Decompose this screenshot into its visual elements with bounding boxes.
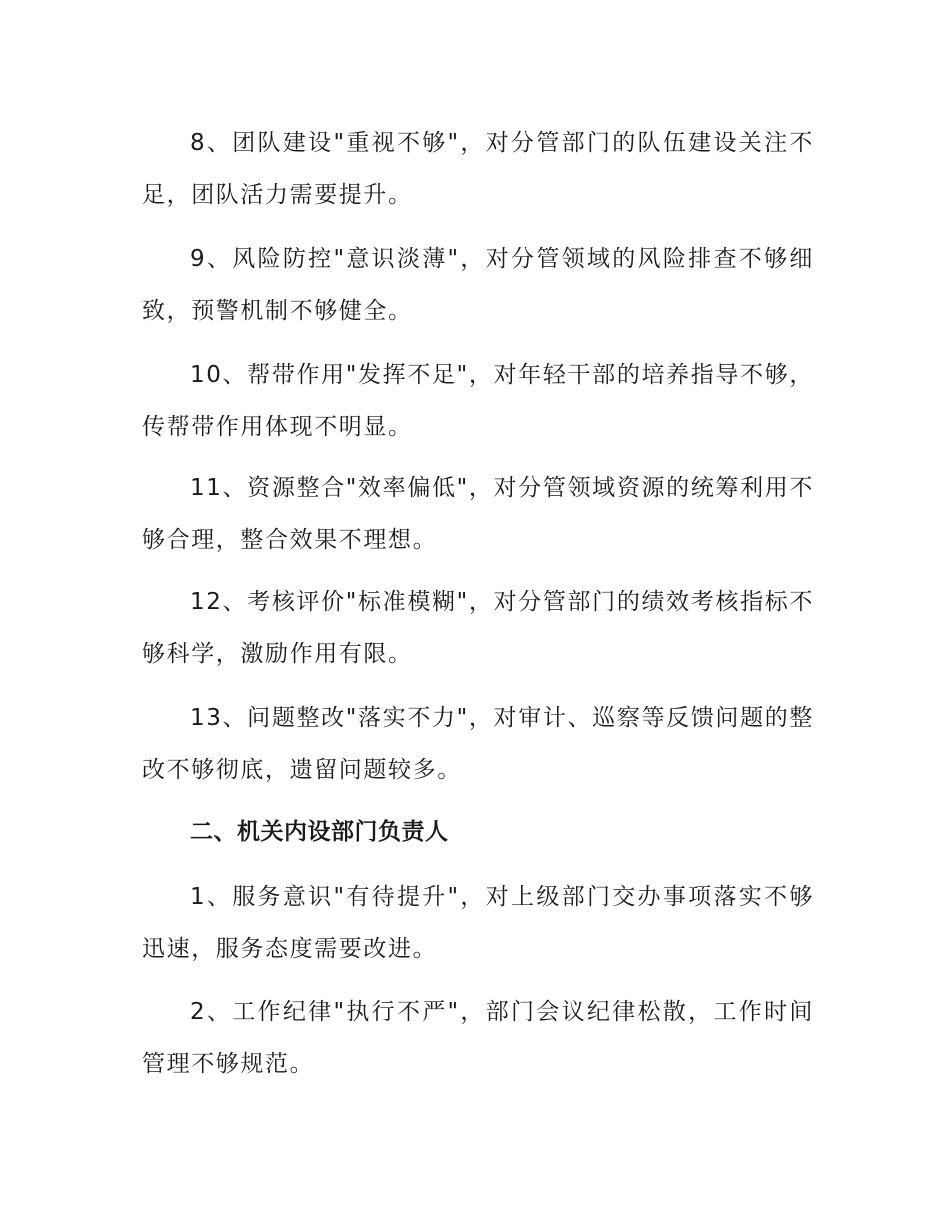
section-heading: 二、机关内设部门负责人 xyxy=(190,819,449,845)
paragraph-item-10: 10、帮带作用"发挥不足"，对年轻干部的培养指导不够，传帮带作用体现不明显。 xyxy=(142,362,814,440)
paragraph-item-1: 1、服务意识"有待提升"，对上级部门交办事项落实不够迅速，服务态度需要改进。 xyxy=(142,884,814,962)
paragraph-item-13: 13、问题整改"落实不力"，对审计、巡察等反馈问题的整改不够彻底，遗留问题较多。 xyxy=(142,705,814,783)
paragraph-item-12: 12、考核评价"标准模糊"，对分管部门的绩效考核指标不够科学，激励作用有限。 xyxy=(142,589,814,667)
paragraph-item-11: 11、资源整合"效率偏低"，对分管领域资源的统筹利用不够合理，整合效果不理想。 xyxy=(142,475,814,553)
paragraph-item-9: 9、风险防控"意识淡薄"，对分管领域的风险排查不够细致，预警机制不够健全。 xyxy=(142,246,814,324)
paragraph-item-8: 8、团队建设"重视不够"，对分管部门的队伍建设关注不足，团队活力需要提升。 xyxy=(142,130,814,208)
paragraph-item-2: 2、工作纪律"执行不严"，部门会议纪律松散，工作时间管理不够规范。 xyxy=(142,999,814,1077)
